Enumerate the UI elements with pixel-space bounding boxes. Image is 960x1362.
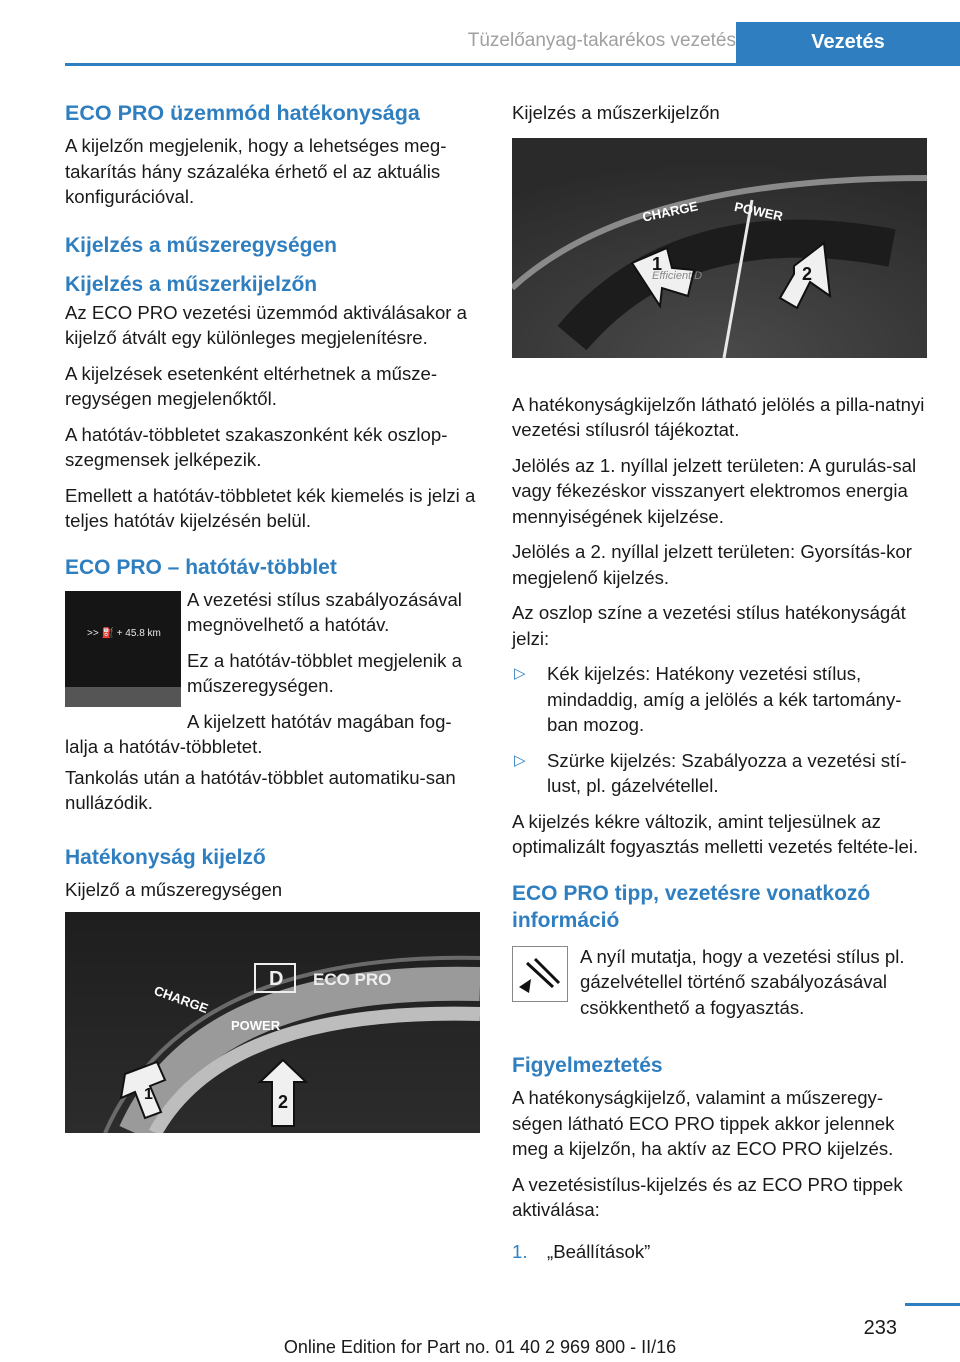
arrow-1-label: 1 — [652, 253, 663, 274]
heading-eco-efficiency: ECO PRO üzemmód hatékonysága — [65, 101, 420, 125]
charge-label: CHARGE — [152, 982, 211, 1017]
list-item-text: Kék kijelzés: Hatékony vezetési stílus, mindaddig, amíg a jelölés a kék tartomány-ban mozog. — [547, 663, 902, 735]
list-item-text: „Beállítások” — [547, 1240, 651, 1262]
right-column — [512, 100, 927, 1274]
charge-label: CHARGE — [641, 197, 700, 225]
gear-indicator: D — [269, 968, 284, 990]
paragraph: A vezetési stílus szabályozásával megnövelhető a hatótáv. — [187, 588, 462, 635]
arrow-2-label: 2 — [802, 263, 813, 284]
numbered-list-item — [512, 1239, 927, 1265]
paragraph: A kijelzett hatótáv magában fog-lalja a hatótáv-többletet. — [65, 710, 452, 757]
heading-display-cluster: Kijelzés a műszerkijelzőn — [65, 272, 318, 296]
arrow-1-label: 1 — [144, 1086, 153, 1103]
heading-efficiency-display: Hatékonyság kijelző — [65, 845, 266, 869]
heading-display-unit: Kijelzés a műszeregységen — [65, 233, 337, 257]
heading-range: ECO PRO – hatótáv-többlet — [65, 555, 337, 579]
paragraph: A hatótáv-többletet szakaszonként kék oszlop-szegmensek jelképezik. — [65, 423, 448, 470]
left-column — [65, 100, 480, 1133]
range-display-image — [65, 591, 181, 707]
paragraph: A hatékonyságkijelzőn látható jelölés a pilla-natnyi vezetési stílusról tájékoztat. — [512, 393, 925, 440]
page-number: 233 — [863, 1317, 897, 1339]
paragraph: A hatékonyságkijelző, valamint a műszeregy-ségen látható ECO PRO tippek akkor jelennek meg a kijelzőn, ha aktív az ECO PRO kijelzés. — [512, 1087, 895, 1159]
range-readout: >> ⛽ + 45.8 km — [87, 627, 161, 639]
paragraph: A kijelzőn megjelenik, hogy a lehetséges meg-takarítás hány százaléka érhető el az aktuális konfigurációval. — [65, 135, 447, 207]
list-number: 1. — [512, 1240, 528, 1262]
power-label: POWER — [732, 198, 785, 224]
paragraph: Jelölés a 2. nyíllal jelzett területen: Gyorsítás-kor megjelenő kijelzés. — [512, 541, 912, 588]
cluster-gauge-image — [512, 138, 927, 358]
heading-warning: Figyelmeztetés — [512, 1054, 663, 1077]
paragraph: Kijelzés a műszerkijelzőn — [512, 102, 720, 123]
edition-note: Online Edition for Part no. 01 40 2 969 800 - II/16 — [283, 1337, 677, 1357]
paragraph: Ez a hatótáv-többlet megjelenik a műszeregységen. — [187, 649, 462, 696]
arrow-2-label: 2 — [278, 1092, 289, 1112]
page-header — [65, 0, 960, 66]
triangle-bullet-icon: ▷ — [514, 751, 526, 769]
paragraph: A kijelzés kékre változik, amint teljesülnek az optimalizált fogyasztás melletti vezetés feltéte-lei. — [512, 810, 919, 857]
range-block — [65, 587, 480, 765]
section-title: Tüzelőanyag-takarékos vezetés — [467, 30, 736, 51]
heading-eco-tip: ECO PRO tipp, vezetésre vonatkozó információ — [512, 881, 871, 932]
paragraph: Az oszlop színe a vezetési stílus hatékonyságát jelzi: — [512, 602, 906, 649]
triangle-bullet-icon: ▷ — [514, 665, 526, 682]
power-label: POWER — [231, 1018, 281, 1033]
paragraph: A vezetésistílus-kijelzés és az ECO PRO tippek aktiválása: — [512, 1173, 903, 1220]
paragraph: Tankolás után a hatótáv-többlet automatiku-san nullázódik. — [65, 766, 456, 813]
efficient-label: Efficient D — [652, 269, 703, 282]
list-item-text: Szürke kijelzés: Szabályozza a vezetési stí-lust, pl. gázelvétellel. — [547, 749, 907, 796]
coasting-arrow-icon — [512, 946, 568, 1002]
tip-block — [512, 944, 927, 1031]
paragraph: A kijelzések esetenként eltérhetnek a műsze-regységen megjelenőktől. — [65, 362, 438, 409]
list-item — [512, 748, 927, 799]
footer-rule — [905, 1303, 960, 1306]
efficiency-gauge-image — [65, 912, 480, 1133]
list-item — [512, 661, 927, 738]
paragraph: A nyíl mutatja, hogy a vezetési stílus pl. gázelvétellel történő szabályozásával csökkenthető a fogyasztás. — [580, 945, 905, 1018]
paragraph: Az ECO PRO vezetési üzemmód aktiválásakor a kijelző átvált egy különleges megjelenítésre. — [65, 301, 467, 348]
eco-pro-label: ECO PRO — [313, 970, 392, 989]
paragraph: Emellett a hatótáv-többletet kék kiemelés is jelzi a teljes hatótáv kijelzésén belül. — [65, 484, 476, 531]
paragraph: Jelölés az 1. nyíllal jelzett területen: A gurulás-sal vagy fékezéskor visszanyert elektromos energia mennyiségének kijelzése. — [512, 454, 917, 527]
chapter-tab: Vezetés — [736, 22, 960, 63]
paragraph: Kijelző a műszeregységen — [65, 878, 283, 900]
